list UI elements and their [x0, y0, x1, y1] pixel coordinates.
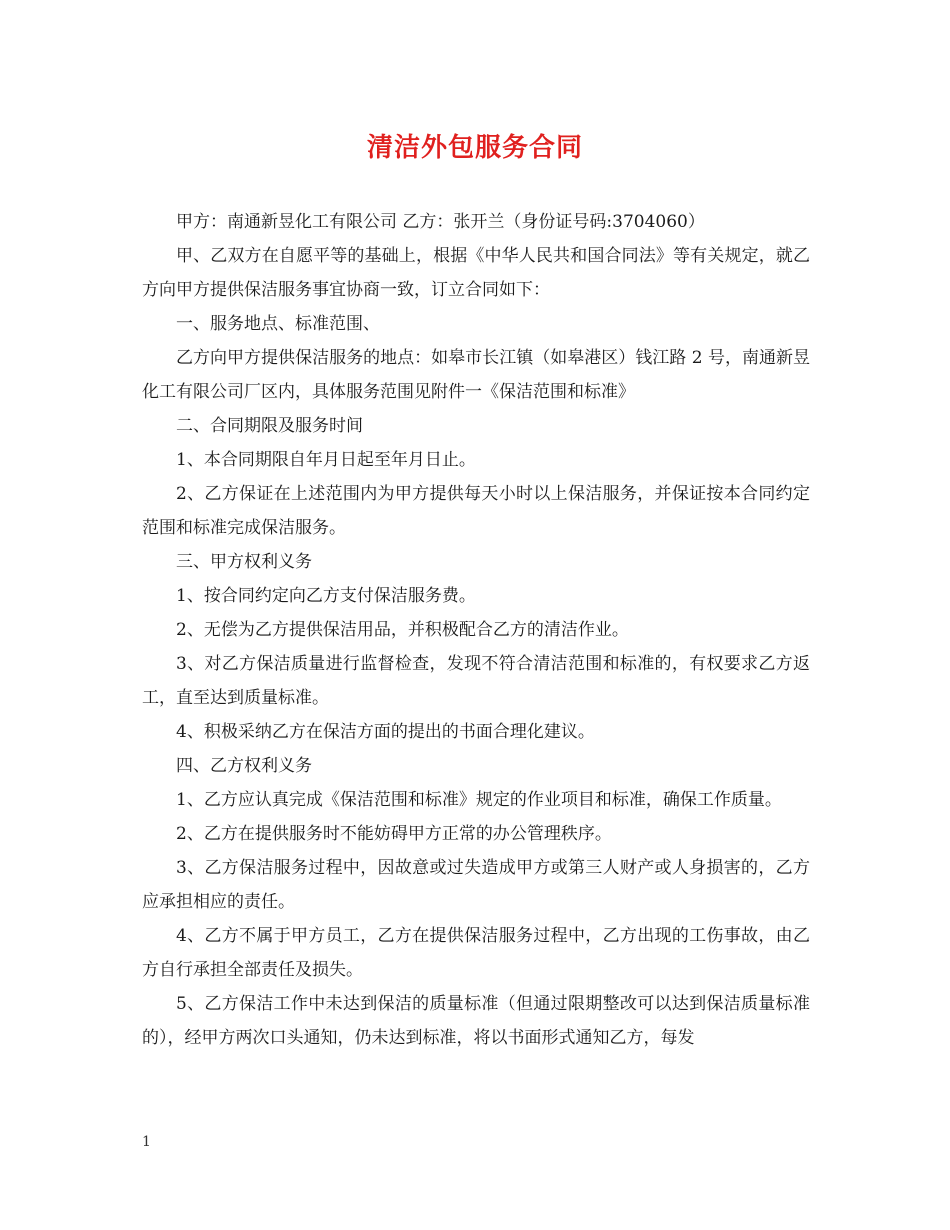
party-info-paragraph: 甲方：南通新昱化工有限公司 乙方：张开兰（身份证号码:3704060） — [176, 212, 705, 232]
clause-paragraph: 1、本合同期限自年月日起至年月日止。 — [176, 450, 476, 470]
service-location-paragraph: 乙方向甲方提供保洁服务的地点：如皋市长江镇（如皋港区）钱江路 2 号，南通新昱化工有限公司厂区内，具体服务范围见附件一《保洁范围和标准》 — [142, 348, 810, 402]
section-heading-3: 三、甲方权利义务 — [176, 552, 312, 572]
clause-paragraph: 4、积极采纳乙方在保洁方面的提出的书面合理化建议。 — [176, 722, 595, 742]
clause-paragraph: 4、乙方不属于甲方员工，乙方在提供保洁服务过程中，乙方出现的工伤事故，由乙方自行承担全部责任及损失。 — [142, 926, 810, 980]
contract-body — [142, 205, 810, 1055]
section-heading-1: 一、服务地点、标准范围、 — [176, 314, 380, 334]
clause-paragraph: 2、乙方在提供服务时不能妨碍甲方正常的办公管理秩序。 — [176, 824, 612, 844]
clause-paragraph: 3、对乙方保洁质量进行监督检查，发现不符合清洁范围和标准的，有权要求乙方返工，直至达到质量标准。 — [142, 654, 810, 708]
section-heading-4: 四、乙方权利义务 — [176, 756, 312, 776]
page-number: 1 — [142, 1134, 151, 1150]
clause-paragraph: 2、乙方保证在上述范围内为甲方提供每天小时以上保洁服务，并保证按本合同约定范围和标准完成保洁服务。 — [142, 484, 810, 538]
clause-paragraph: 5、乙方保洁工作中未达到保洁的质量标准（但通过限期整改可以达到保洁质量标准的），经甲方两次口头通知，仍未达到标准，将以书面形式通知乙方，每发 — [142, 994, 810, 1048]
section-heading-2: 二、合同期限及服务时间 — [176, 416, 363, 436]
clause-paragraph: 1、乙方应认真完成《保洁范围和标准》规定的作业项目和标准，确保工作质量。 — [176, 790, 782, 810]
clause-paragraph: 2、无偿为乙方提供保洁用品，并积极配合乙方的清洁作业。 — [176, 620, 629, 640]
page-title: 清洁外包服务合同 — [366, 133, 583, 163]
clause-paragraph: 1、按合同约定向乙方支付保洁服务费。 — [176, 586, 476, 606]
clause-paragraph: 3、乙方保洁服务过程中，因故意或过失造成甲方或第三人财产或人身损害的，乙方应承担相应的责任。 — [142, 858, 810, 912]
preamble-paragraph: 甲、乙双方在自愿平等的基础上，根据《中华人民共和国合同法》等有关规定，就乙方向甲方提供保洁服务事宜协商一致，订立合同如下： — [142, 246, 810, 300]
